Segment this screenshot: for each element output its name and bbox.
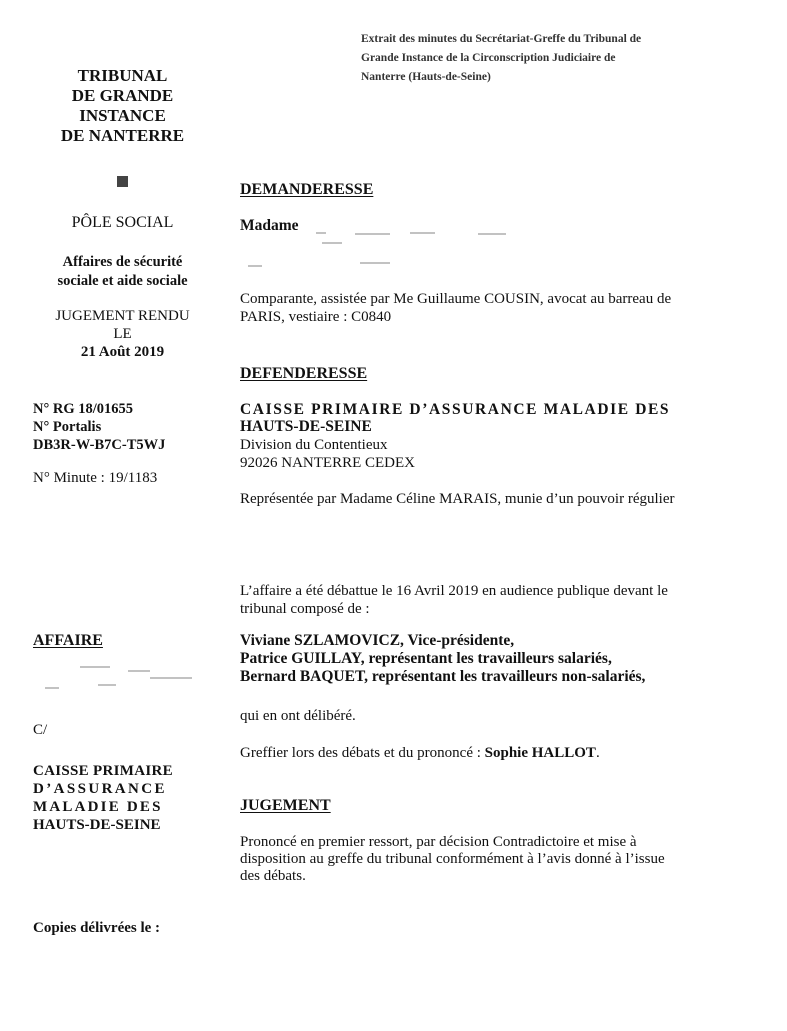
case-references	[33, 400, 223, 454]
copies-delivered: Copies délivrées le :	[33, 920, 161, 936]
court-title-line: DE NANTERRE	[60, 126, 185, 145]
matter-line: Affaires de sécurité	[62, 254, 183, 270]
extract-line: Nanterre (Hauts-de-Seine)	[361, 71, 491, 83]
member-role: , Vice-présidente,	[400, 632, 515, 649]
hearing-intro-line: tribunal composé de :	[240, 601, 370, 617]
org-line: CAISSE PRIMAIRE D’ASSURANCE MALADIE DES	[240, 401, 671, 418]
defendant-line: CAISSE PRIMAIRE	[33, 763, 173, 779]
redacted-party-mark	[128, 670, 150, 672]
redacted-claimant-mark	[355, 233, 390, 235]
address-line: Division du Contentieux	[240, 437, 388, 453]
extract-line: Extrait des minutes du Secrétariat-Greffe du Tribunal de	[361, 33, 642, 45]
clerk-label: Greffier lors des débats et du prononcé :	[240, 745, 485, 761]
judgment-label-line: JUGEMENT RENDU	[55, 308, 190, 324]
defenderesse-representation: Représentée par Madame Céline MARAIS, munie d’un pouvoir régulier	[240, 491, 675, 507]
rg-number: N° RG 18/01655	[33, 401, 134, 417]
redacted-claimant-mark	[248, 265, 262, 267]
court-seal-mark	[117, 176, 128, 187]
matter-line: sociale et aide sociale	[57, 273, 188, 289]
redacted-claimant-mark	[478, 233, 506, 235]
demanderesse-name: Madame	[240, 217, 299, 234]
judgment-label	[30, 307, 215, 361]
member-line	[240, 632, 645, 650]
versus-label: C/	[33, 722, 48, 738]
judgment-date: 21 Août 2019	[80, 344, 165, 360]
redacted-claimant-mark	[322, 242, 342, 244]
pole-label: PÔLE SOCIAL	[71, 214, 174, 231]
defendant-line: MALADIE DES	[33, 799, 163, 815]
court-title-line: DE GRANDE	[71, 86, 174, 105]
member-name: Viviane SZLAMOVICZ	[240, 632, 401, 649]
judgment-label-line: LE	[113, 326, 132, 342]
member-line	[240, 668, 645, 686]
defenderesse-org	[240, 401, 760, 435]
hearing-intro-line: L’affaire a été débattue le 16 Avril 2019 en audience publique devant le	[240, 583, 668, 599]
portalis-label: N° Portalis	[33, 419, 102, 435]
redacted-claimant-mark	[410, 232, 435, 234]
member-name: Bernard BAQUET	[240, 668, 365, 685]
representation-line: PARIS, vestiaire : C0840	[240, 309, 392, 325]
jugement-line: Prononcé en premier ressort, par décision Contradictoire et mise à	[240, 834, 637, 850]
redacted-party-mark	[80, 666, 110, 668]
representation-line: Comparante, assistée par Me Guillaume COUSIN, avocat au barreau de	[240, 291, 672, 307]
redacted-party-mark	[45, 687, 59, 689]
clerk-end: .	[595, 745, 600, 761]
jugement-line: disposition au greffe du tribunal conformément à l’avis donné à l’issue	[240, 851, 665, 867]
address-line: 92026 NANTERRE CEDEX	[240, 455, 415, 471]
demanderesse-heading: DEMANDERESSE	[240, 181, 374, 198]
extract-line: Grande Instance de la Circonscription Judiciaire de	[361, 52, 616, 64]
jugement-text	[240, 834, 760, 885]
org-line: HAUTS-DE-SEINE	[240, 418, 372, 435]
court-title-line: INSTANCE	[79, 106, 166, 125]
defendant-line: HAUTS-DE-SEINE	[33, 817, 161, 833]
hearing-intro	[240, 582, 760, 618]
demanderesse-representation	[240, 290, 758, 326]
member-role: , représentant les travailleurs non-salariés,	[364, 668, 646, 685]
court-title	[30, 66, 215, 146]
member-line	[240, 650, 645, 668]
redacted-party-mark	[150, 677, 192, 679]
jugement-line: des débats.	[240, 868, 306, 884]
redacted-claimant-mark	[316, 232, 326, 234]
deliberated-text: qui en ont délibéré.	[240, 708, 356, 724]
member-name: Patrice GUILLAY	[240, 650, 361, 667]
defenderesse-address	[240, 436, 415, 472]
jugement-heading: JUGEMENT	[240, 797, 331, 814]
portalis-code: DB3R-W-B7C-T5WJ	[33, 437, 166, 453]
defenderesse-heading: DEFENDERESSE	[240, 365, 368, 382]
extract-header	[361, 30, 761, 87]
redacted-party-mark	[98, 684, 116, 686]
minute-number: N° Minute : 19/1183	[33, 470, 158, 486]
defendant-line: D’ASSURANCE	[33, 781, 167, 797]
tribunal-members	[240, 632, 645, 686]
clerk-name: Sophie HALLOT	[484, 745, 596, 761]
affaire-heading: AFFAIRE	[33, 632, 103, 649]
affaire-defendant	[33, 762, 209, 834]
member-role: , représentant les travailleurs salariés,	[360, 650, 612, 667]
matter-type	[30, 253, 215, 291]
redacted-claimant-mark	[360, 262, 390, 264]
court-title-line: TRIBUNAL	[77, 66, 168, 85]
clerk-line	[240, 745, 600, 762]
